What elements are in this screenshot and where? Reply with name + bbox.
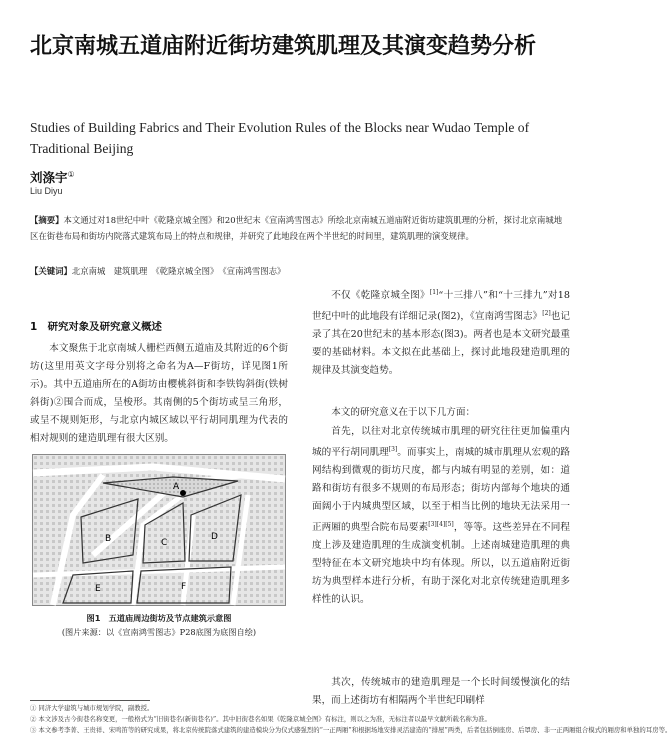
section-heading: 1 研究对象及研究意义概述	[30, 321, 162, 333]
keywords-text: 北京南城 建筑肌理 《乾隆京城全图》 《宣南鸿雪图志》	[71, 266, 286, 276]
para-text: 。而事实上，南城的城市肌理从宏观的路网结构到微观的街坊尺度，都与内城有明显的差别，如：道路和街坊有很多不规则的布局形态；街坊内部每个地块的通面阔小于内城典型区域，以至于相当比例的地块无法采用一正两厢的典型合院布局要素	[312, 447, 571, 534]
keywords-label: 【关键词】	[30, 266, 72, 276]
temple-node-marker	[180, 490, 186, 496]
keywords	[30, 264, 570, 278]
footnote-1: ① 同济大学建筑与城市规划学院，副教授。	[30, 704, 154, 712]
abstract-label: 【摘要】	[30, 215, 64, 225]
para-text: 不仅《乾隆京城全图》	[331, 290, 430, 302]
block-label-a: A	[173, 482, 180, 492]
body-paragraph-right-1	[312, 284, 570, 380]
body-paragraph-right-4: 其次，传统城市的建造肌理是一个长时间缓慢演化的结果，而上述街坊有相隔两个半世纪印刷样	[312, 677, 570, 706]
paper-title: 北京南城五道庙附近街坊建筑肌理及其演变趋势分析	[30, 34, 537, 59]
body-paragraph-right-2: 本文的研究意义在于以下几方面：	[331, 407, 476, 418]
para-text: “十三排八”和“十三排九”对18世纪中叶的此地段有详细记录(图2)，《宣南鸿雪图志》	[312, 290, 571, 323]
para-text: 首先，以往对北京传统城市肌理的研究往往更加偏重内城的平行胡同肌理	[312, 426, 570, 459]
footnote-divider	[30, 700, 150, 701]
author-name-english: Liu Diyu	[30, 186, 63, 196]
block-label-e: E	[95, 584, 101, 594]
citation-ref: [1]	[429, 289, 439, 296]
abstract-text: 本文通过对18世纪中叶《乾隆京城全图》和20世纪末《宣南鸿雪图志》所绘北京南城五道庙附近街坊建筑肌理的分析，探讨北京南城地区在街巷布局和街坊内院落式建筑布局上的特点和规律，并研究了此地段在两个半世纪的时间里，建筑肌理的演变规律。	[30, 215, 563, 241]
footnotes	[30, 703, 671, 736]
block-label-b: B	[105, 534, 112, 544]
author-footnote-mark: ①	[67, 169, 75, 179]
body-paragraph-left: 本文聚焦于北京南城人栅栏西侧五道庙及其附近的6个街坊(这里用英文字母分别将之命名为A—F街坊，详见图1所示)。其中五道庙所在的A街坊由樱桃斜街和李铁钩斜街(铁树斜街)②围合而成，呈梭形。其南侧的5个街坊或呈三角形，或呈不规则矩形，与北京内城区域以平行胡同肌理为代表的相对规则的建造肌理有很大区别。	[30, 343, 288, 444]
street-block-map	[33, 455, 285, 605]
author-name	[30, 168, 75, 186]
block-label-d: D	[211, 532, 218, 542]
citation-ref: [2]	[542, 310, 551, 318]
figure-1-map	[32, 454, 286, 606]
footnote-2: ② 本文涉及古今街巷名称变更，一般格式为“旧街巷名(新街巷名)”。其中旧街巷名如果《乾隆京城全图》有标注，则以之为准，无标注者以最早文献所载名称为准。	[30, 715, 491, 723]
abstract	[30, 212, 570, 244]
para-text: 也记录了其在20世纪末的基本形态(图3)。两者也是本文研究最重要的基础材料。本文拟在此基础上，探讨此地段建造肌理的规律及其演变趋势。	[312, 311, 571, 377]
figure-caption-source: (图片来源：以《宣南鸿雪图志》P28底图为底图自绘)	[61, 627, 257, 637]
paper-title-english: Studies of Building Fabrics and Their Evolution Rules of the Blocks near Wudao Temple of Traditional Beijing	[30, 120, 530, 156]
figure-1-caption	[30, 611, 288, 639]
figure-caption-label: 图1 五道庙周边街坊及节点建筑示意图	[86, 613, 232, 623]
body-paragraph-right-3	[312, 423, 570, 609]
block-label-c: C	[161, 538, 168, 548]
author-name-text: 刘涤宇	[30, 170, 68, 185]
footnote-3: ③ 本文参考李菁、王贵祥、宋鸣笛等的研究成果，将北京传统院落式建筑的建造模块分为仪式感强烈的“一正两厢”和根据场地安排灵活建造的“排屋”两类，后者包括倒座房、后罩房、非一正两厢组合模式的厢房和单独的耳房等。	[30, 726, 671, 734]
block-label-f: F	[181, 582, 187, 592]
citation-ref: [3][4][5]	[428, 521, 454, 529]
para-text: ，等等。这些差异在不同程度上涉及建造肌理的生成演变机制。上述南城建造肌理的典型特征在本文研究地块中均有体现。所以，以五道庙附近街坊为典型样本进行分析，有助于深化对北京传统建造肌理多样性的认识。	[312, 522, 570, 606]
citation-ref: [3]	[388, 446, 398, 453]
